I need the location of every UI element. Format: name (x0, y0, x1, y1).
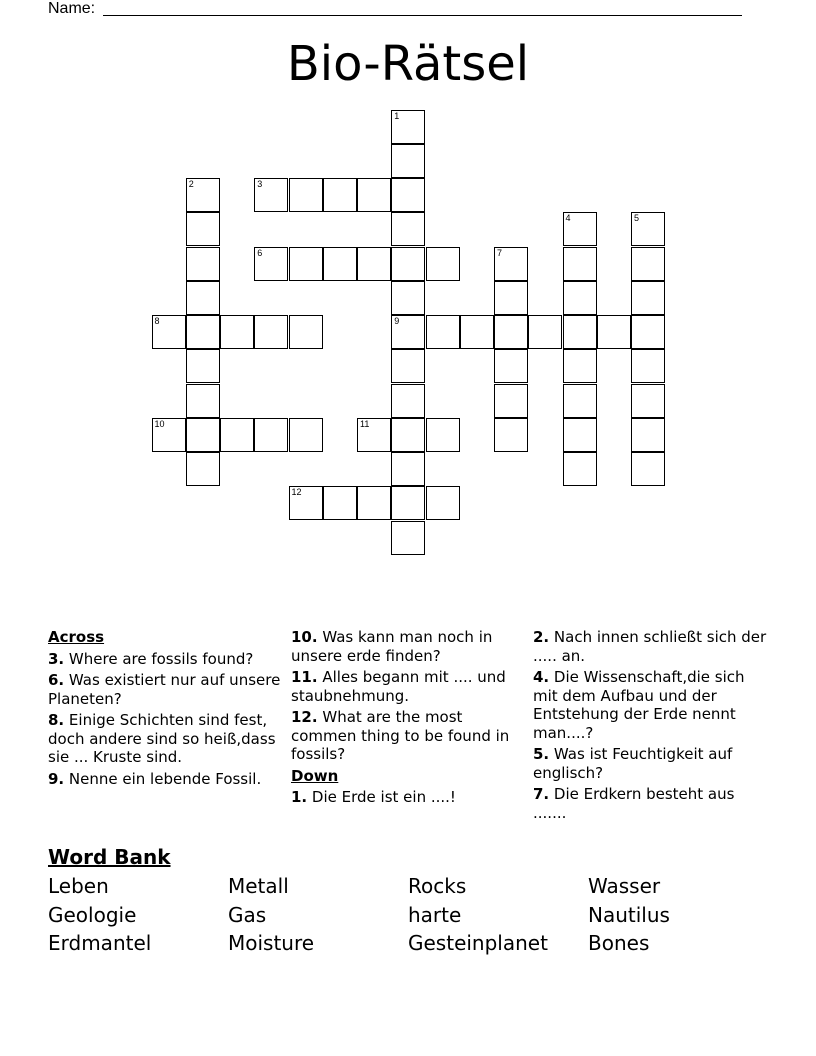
grid-cell[interactable] (323, 486, 357, 520)
grid-cell[interactable] (357, 486, 391, 520)
grid-cell[interactable] (391, 247, 425, 281)
clue (291, 708, 527, 764)
clue-number: 10. (291, 628, 318, 646)
clue-text: Was kann man noch in unsere erde finden? (291, 628, 493, 665)
word-bank-item: Gas (228, 902, 267, 927)
clue-number: 4. (533, 668, 550, 686)
page-title: Bio-Rätsel (286, 36, 530, 92)
grid-cell-2[interactable] (186, 178, 220, 212)
grid-cell[interactable] (391, 521, 425, 555)
grid-cell[interactable] (597, 315, 631, 349)
word-bank-item: Bones (588, 931, 650, 955)
grid-cell[interactable] (426, 315, 460, 349)
grid-cell[interactable] (494, 418, 528, 452)
grid-cell[interactable] (357, 178, 391, 212)
clue-column-1 (48, 628, 284, 791)
clue-number: 9. (48, 769, 65, 788)
word-bank-title: Word Bank (48, 845, 171, 869)
grid-cell[interactable] (391, 486, 425, 520)
grid-cell[interactable] (323, 247, 357, 281)
clue-text: Einige Schichten sind fest, doch andere sind so heiß,dass sie ... Kruste sind. (48, 711, 276, 766)
grid-cell-9[interactable] (391, 315, 425, 349)
clue-column-2 (291, 628, 527, 810)
grid-cell-6[interactable] (254, 247, 288, 281)
clue (48, 671, 284, 708)
grid-cell[interactable] (254, 315, 288, 349)
down-heading: Down (291, 766, 339, 785)
clue-number: 10 (154, 418, 165, 429)
grid-cell[interactable] (391, 281, 425, 315)
grid-cell[interactable] (631, 384, 665, 418)
grid-cell[interactable] (631, 281, 665, 315)
clue-text: Nenne ein lebende Fossil. (68, 769, 262, 788)
clue-column-3 (533, 628, 769, 825)
clue-number: 4 (565, 213, 571, 224)
clue-number: 3 (257, 179, 263, 189)
grid-cell[interactable] (563, 281, 597, 315)
grid-cell[interactable] (494, 315, 528, 349)
grid-cell[interactable] (391, 178, 425, 212)
grid-cell-10[interactable] (152, 418, 186, 452)
grid-cell[interactable] (186, 418, 220, 452)
clue (533, 785, 769, 822)
grid-cell[interactable] (289, 247, 323, 281)
grid-cell[interactable] (494, 349, 528, 383)
clue-text: Was existiert nur auf unsere Planeten? (48, 671, 281, 708)
grid-cell[interactable] (186, 212, 220, 246)
clue-text: Nach innen schließt sich der ..... an. (533, 628, 767, 665)
grid-cell[interactable] (426, 247, 460, 281)
grid-cell[interactable] (391, 144, 425, 178)
clue-number: 2 (188, 179, 194, 189)
clue-text: Was ist Feuchtigkeit auf englisch? (533, 745, 733, 782)
word-bank-item: Wasser (588, 874, 661, 898)
word-bank-item: Leben (48, 874, 109, 898)
grid-cell[interactable] (186, 452, 220, 486)
clue-number: 6 (257, 247, 263, 258)
grid-cell[interactable] (494, 281, 528, 315)
clue-number: 9 (394, 316, 400, 326)
grid-cell[interactable] (426, 418, 460, 452)
grid-cell[interactable] (563, 452, 597, 486)
word-bank-item: Erdmantel (48, 931, 152, 955)
clue-number: 1 (394, 110, 400, 121)
grid-cell-12[interactable] (289, 486, 323, 520)
word-bank-item: Moisture (228, 931, 315, 955)
clue-number: 2. (533, 628, 550, 646)
grid-cell[interactable] (220, 315, 254, 349)
grid-cell-11[interactable] (357, 418, 391, 452)
grid-cell[interactable] (220, 418, 254, 452)
across-heading: Across (48, 628, 105, 646)
grid-cell[interactable] (631, 349, 665, 383)
grid-cell-7[interactable] (494, 247, 528, 281)
grid-cell[interactable] (323, 178, 357, 212)
grid-cell[interactable] (289, 178, 323, 212)
grid-cell[interactable] (391, 349, 425, 383)
clue-number: 7 (497, 247, 503, 258)
clue-number: 5. (533, 745, 550, 763)
grid-cell[interactable] (391, 418, 425, 452)
clue-number: 12. (291, 708, 318, 726)
clue-number: 11. (291, 668, 318, 686)
grid-cell[interactable] (563, 418, 597, 452)
clue (533, 628, 769, 665)
clue-number: 8. (48, 711, 65, 729)
clue-number: 3. (48, 649, 65, 668)
grid-cell[interactable] (186, 281, 220, 315)
clue-number: 7. (533, 785, 550, 803)
clue (291, 668, 527, 705)
clue-text: What are the most commen thing to be found in fossils? (291, 708, 510, 763)
grid-cell[interactable] (391, 212, 425, 246)
grid-cell[interactable] (563, 315, 597, 349)
grid-cell[interactable] (391, 384, 425, 418)
word-bank-item: Rocks (408, 874, 467, 898)
grid-cell[interactable] (631, 452, 665, 486)
clue-number: 11 (360, 418, 370, 429)
grid-cell[interactable] (631, 418, 665, 452)
grid-cell[interactable] (186, 384, 220, 418)
name-label: Name: (48, 0, 96, 17)
word-bank-item: harte (408, 902, 462, 927)
clue-text: Die Erde ist ein ....! (311, 788, 456, 806)
grid-cell-8[interactable] (152, 315, 186, 349)
grid-cell-1[interactable] (391, 110, 425, 144)
grid-cell[interactable] (563, 349, 597, 383)
grid-cell[interactable] (460, 315, 494, 349)
grid-cell[interactable] (357, 247, 391, 281)
grid-cell[interactable] (528, 315, 562, 349)
clue-text: Die Erdkern besteht aus ....... (533, 785, 735, 822)
grid-cell[interactable] (186, 247, 220, 281)
grid-cell[interactable] (186, 349, 220, 383)
word-bank-item: Nautilus (588, 902, 670, 927)
clue (533, 668, 769, 742)
grid-cell[interactable] (631, 247, 665, 281)
grid-cell-5[interactable] (631, 212, 665, 246)
grid-cell[interactable] (391, 452, 425, 486)
clue-number: 1. (291, 788, 308, 806)
grid-cell[interactable] (289, 315, 323, 349)
clue-text: Die Wissenschaft,die sich mit dem Aufbau und der Entstehung der Erde nennt man....? (533, 668, 745, 742)
grid-cell[interactable] (631, 315, 665, 349)
grid-cell[interactable] (254, 418, 288, 452)
clue (291, 628, 527, 665)
grid-cell[interactable] (289, 418, 323, 452)
clue (533, 745, 769, 782)
clue-text: Where are fossils found? (68, 649, 254, 668)
word-bank-item: Metall (228, 874, 289, 898)
grid-cell-4[interactable] (563, 212, 597, 246)
word-bank-item: Geologie (48, 902, 137, 927)
clue-number: 5 (634, 213, 640, 224)
grid-cell[interactable] (563, 384, 597, 418)
clue (48, 650, 284, 669)
clue-number: 8 (154, 316, 160, 326)
grid-cell[interactable] (494, 384, 528, 418)
clue-number: 6. (48, 671, 65, 689)
clue (48, 711, 284, 767)
clue-number: 12 (291, 487, 302, 498)
grid-cell[interactable] (186, 315, 220, 349)
clue (291, 788, 527, 807)
clue (48, 770, 284, 789)
word-bank-item: Gesteinplanet (408, 931, 548, 955)
clue-text: Alles begann mit .... und staubnehmung. (291, 668, 506, 705)
grid-cell-3[interactable] (254, 178, 288, 212)
grid-cell[interactable] (426, 486, 460, 520)
grid-cell[interactable] (563, 247, 597, 281)
